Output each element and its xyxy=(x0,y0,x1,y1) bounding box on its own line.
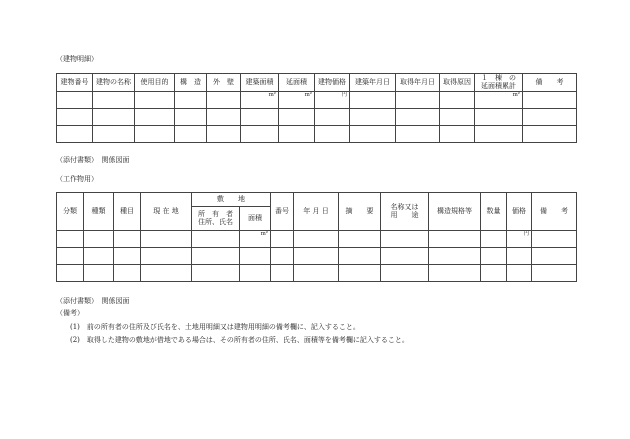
unit-building-area: m² xyxy=(241,92,279,109)
header-cumulative-floor-area xyxy=(475,74,523,92)
header-location: 現 在 地 xyxy=(141,193,192,231)
table-row xyxy=(57,92,577,109)
header-owner xyxy=(192,207,240,231)
header-category: 分類 xyxy=(57,193,84,231)
header-building-area: 建築面積 xyxy=(241,74,279,92)
header-cumulative-line1: １ 棟 の xyxy=(481,73,516,82)
header-owner-line1: 所 有 者 xyxy=(198,209,233,218)
header-spec: 構造規格等 xyxy=(429,193,481,231)
table-row xyxy=(57,231,577,248)
note-item-2: (2) 取得した建物の敷地が借地である場合は、その所有者の住所、氏名、面積等を備考欄に記入すること。 xyxy=(70,336,409,344)
building-attachments: （添付書類） 関係図面 xyxy=(56,156,130,164)
header-quantity: 数量 xyxy=(481,193,507,231)
unit-structure-price: 円 xyxy=(507,231,532,248)
header-kind: 種類 xyxy=(84,193,114,231)
header-building-number: 建物番号 xyxy=(57,74,93,92)
header-building-name: 建物の名称 xyxy=(93,74,135,92)
header-remarks: 備 考 xyxy=(532,193,577,231)
unit-cumulative: m² xyxy=(475,92,523,109)
notes-title: （備考） xyxy=(56,309,84,317)
header-price: 価格 xyxy=(507,193,532,231)
header-purpose: 使用目的 xyxy=(135,74,175,92)
unit-floor-area: m² xyxy=(279,92,315,109)
header-area: 面積 xyxy=(240,207,271,231)
header-summary: 摘 要 xyxy=(339,193,381,231)
table-row xyxy=(57,265,577,282)
header-acquisition-date: 取得年月日 xyxy=(396,74,440,92)
structure-table xyxy=(56,192,577,282)
header-building-price: 建物価格 xyxy=(315,74,350,92)
header-name-line1: 名称又は xyxy=(390,202,419,211)
table-row xyxy=(57,248,577,265)
structure-section-label: （工作物用） xyxy=(56,175,98,183)
header-exterior-wall: 外 壁 xyxy=(207,74,241,92)
header-construction-date: 建築年月日 xyxy=(350,74,396,92)
note-item-1: (1) 前の所有者の住所及び氏名を、土地用明細又は建物用明細の備考欄に、記入すること。 xyxy=(70,323,360,331)
building-section-label: （建物明細） xyxy=(56,55,98,63)
unit-price: 円 xyxy=(315,92,350,109)
table-row xyxy=(57,109,577,126)
table-row xyxy=(57,126,577,143)
header-site: 敷 地 xyxy=(192,193,271,207)
header-floor-area: 延面積 xyxy=(279,74,315,92)
header-acquisition-cause: 取得原因 xyxy=(440,74,475,92)
header-name-line2: 用 途 xyxy=(390,210,419,219)
header-name-or-use xyxy=(381,193,429,231)
header-cumulative-line2: 延面積累計 xyxy=(481,81,516,90)
header-number: 番号 xyxy=(271,193,294,231)
header-structure: 構 造 xyxy=(175,74,207,92)
header-owner-line2: 住所、氏名 xyxy=(198,217,233,226)
header-date: 年 月 日 xyxy=(294,193,339,231)
building-table xyxy=(56,73,577,143)
header-item: 種目 xyxy=(114,193,141,231)
unit-area: m² xyxy=(240,231,271,248)
structure-attachments: （添付書類） 関係図面 xyxy=(56,297,130,305)
header-remarks: 備 考 xyxy=(523,74,577,92)
